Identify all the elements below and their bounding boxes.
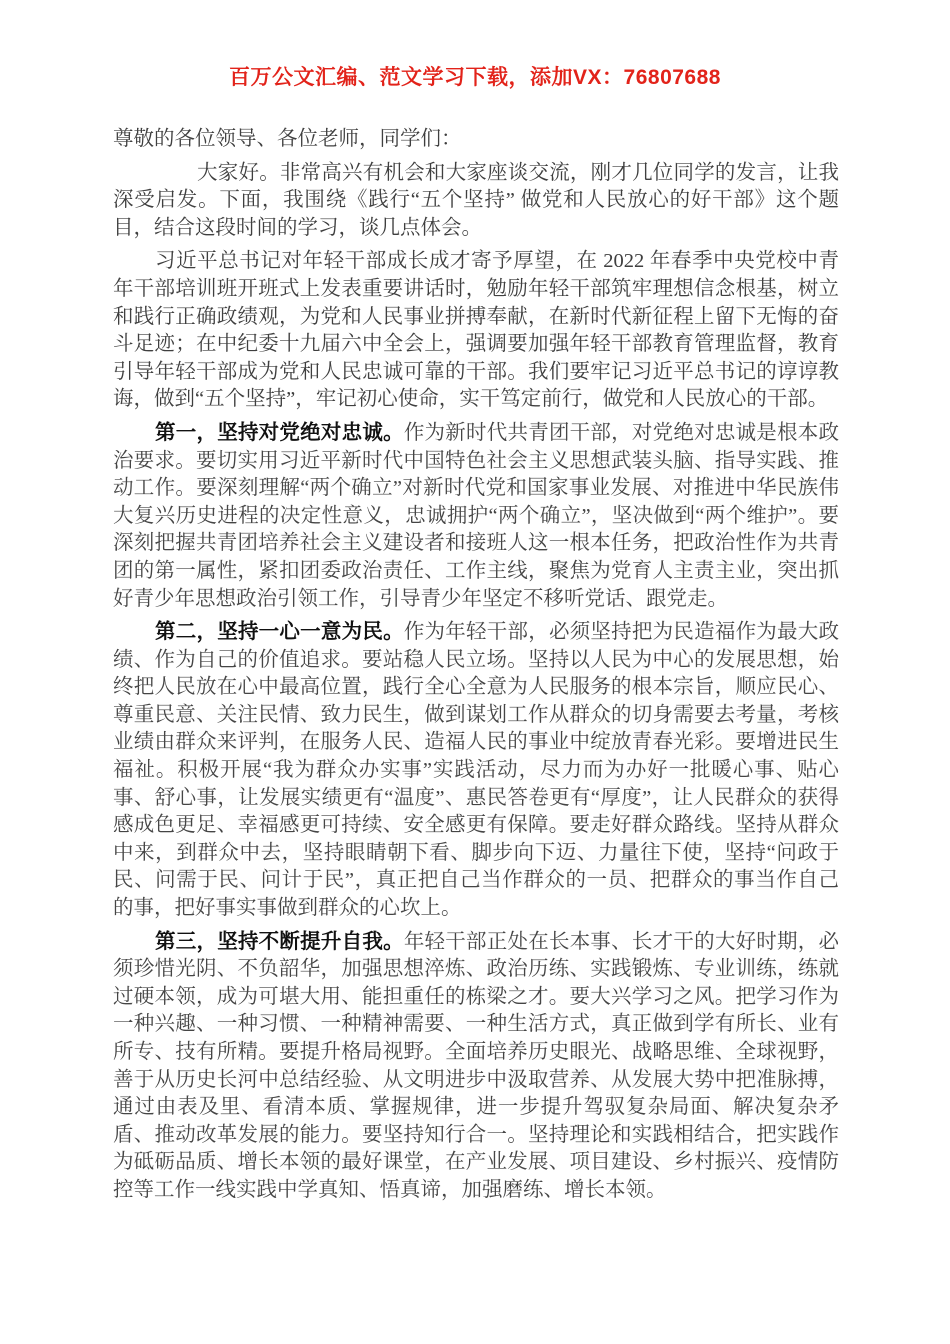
section-heading-2: 第二，坚持一心一意为民。: [155, 621, 404, 644]
greeting-paragraph: 大家好。非常高兴有机会和大家座谈交流，刚才几位同学的发言，让我深受启发。下面，我围绕《践行“五个坚持” 做党和人民放心的好干部》这个题目，结合这段时间的学习，谈几点体会。: [113, 161, 839, 239]
section-paragraph-3: [113, 929, 839, 1205]
section-heading-1: 第一，坚持对党绝对忠诚。: [155, 421, 404, 444]
section-body-1: 作为新时代共青团干部，对党绝对忠诚是根本政治要求。要切实用习近平新时代中国特色社会主义思想武装头脑、指导实践、推动工作。要深刻理解“两个确立”对新时代党和国家事业发展、对推进中华民族伟大复兴历史进程的决定性意义，忠诚拥护“两个确立”，坚决做到“两个维护”。要深刻把握共青团培养社会主义建设者和接班人这一根本任务，把政治性作为共青团的第一属性，紧扣团委政治责任、工作主线，聚焦为党育人主责主业，突出抓好青少年思想政治引领工作，引导青少年坚定不移听党话、跟党走。: [113, 421, 840, 610]
salutation-paragraph: 尊敬的各位领导、各位老师，同学们：: [113, 128, 462, 150]
intro-paragraph: 习近平总书记对年轻干部成长成才寄予厚望，在 2022 年春季中央党校中青年干部培训班开班式上发表重要讲话时，勉励年轻干部筑牢理想信念根基，树立和践行正确政绩观，为党和人民事业拼搏奉献，在新时代新征程上留下无悔的奋斗足迹；在中纪委十九届六中全会上，强调要加强年轻干部教育管理监督，教育引导年轻干部成为党和人民忠诚可靠的干部。我们要牢记习近平总书记的谆谆教诲，做到“五个坚持”，牢记初心使命，实干笃定前行，做党和人民放心的干部。: [113, 250, 839, 411]
promo-banner: 百万公文汇编、范文学习下载，添加VX：76807688: [229, 66, 721, 89]
section-body-3: 年轻干部正处在长本事、长才干的大好时期，必须珍惜光阴、不负韶华，加强思想淬炼、政治历练、实践锻炼、专业训练，练就过硬本领，成为可堪大用、能担重任的栋梁之才。要大兴学习之风。把学习作为一种兴趣、一种习惯、一种精神需要、一种生活方式，真正做到学有所长、业有所专、技有所精。要提升格局视野。全面培养历史眼光、战略思维、全球视野，善于从历史长河中总结经验、从文明进步中汲取营养、从发展大势中把准脉搏，通过由表及里、看清本质、掌握规律，进一步提升驾驭复杂局面、解决复杂矛盾、推动改革发展的能力。要坚持知行合一。坚持理论和实践相结合，把实践作为砥砺品质、增长本领的最好课堂，在产业发展、项目建设、乡村振兴、疫情防控等工作一线实践中学真知、悟真谛，加强磨练、增长本领。: [113, 930, 840, 1201]
section-body-2: 作为年轻干部，必须坚持把为民造福作为最大政绩、作为自己的价值追求。要站稳人民立场。坚持以人民为中心的发展思想，始终把人民放在心中最高位置，践行全心全意为人民服务的根本宗旨，顺应民心、尊重民意、关注民情、致力民生，做到谋划工作从群众的切身需要去考量，考核业绩由群众来评判，在服务人民、造福人民的事业中绽放青春光彩。要增进民生福祉。积极开展“我为群众办实事”实践活动，尽力而为办好一批暖心事、贴心事、舒心事，让发展实绩更有“温度”、惠民答卷更有“厚度”，让人民群众的获得感成色更足、幸福感更可持续、安全感更有保障。要走好群众路线。坚持从群众中来，到群众中去，坚持眼睛朝下看、脚步向下迈、力量往下使，坚持“问政于民、问需于民、问计于民”，真正把自己当作群众的一员、把群众的事当作自己的事，把好事实事做到群众的心坎上。: [113, 621, 840, 920]
section-paragraph-2: [113, 619, 839, 923]
section-paragraph-1: [113, 420, 839, 613]
document-body: [113, 126, 839, 1211]
section-heading-3: 第三，坚持不断提升自我。: [155, 930, 404, 953]
